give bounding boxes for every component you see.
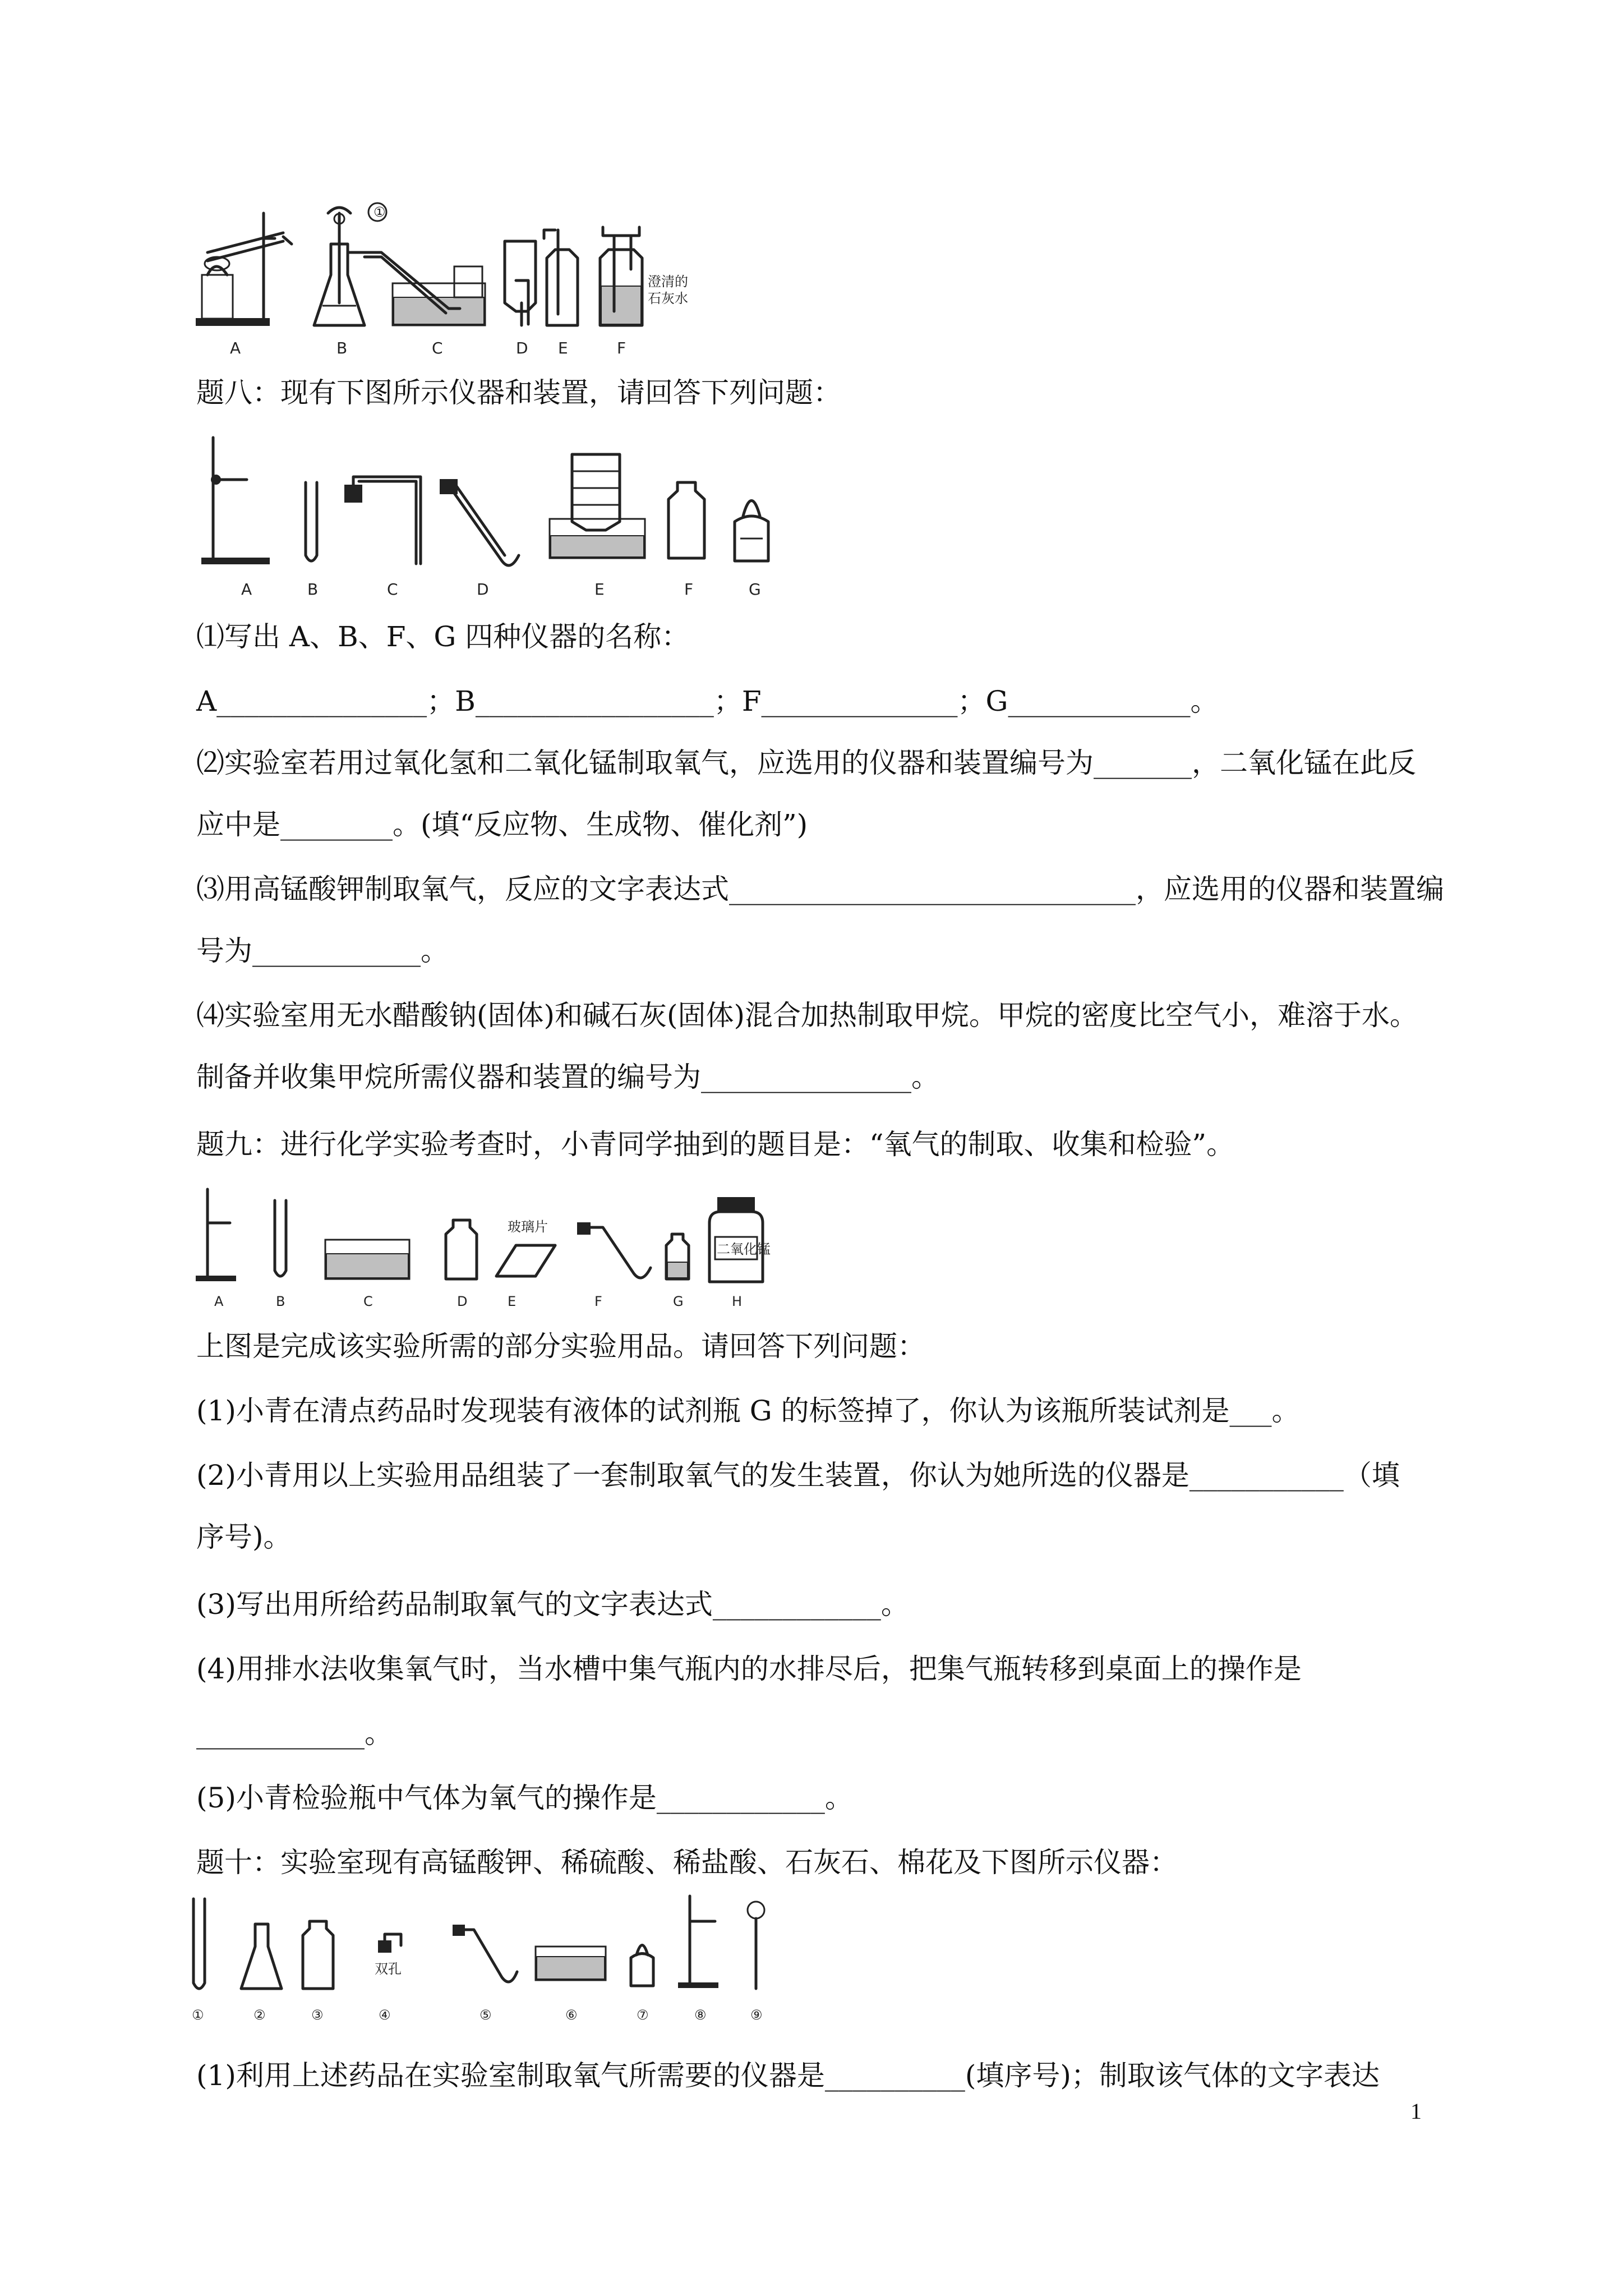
- q10-double-hole: 双孔: [375, 1961, 402, 1977]
- q9-intro: 上图是完成该实验所需的部分实验用品。请回答下列问题：: [196, 1330, 925, 1363]
- q8-fig-label-g: G: [749, 580, 761, 599]
- q9-bottle-label: 二氧化锰: [717, 1241, 771, 1257]
- q10-apparatus-2-flask: [241, 1924, 282, 1989]
- page-number: 1: [1410, 2099, 1422, 2124]
- q8-p2a: ⑵实验室若用过氧化氢和二氧化锰制取氧气，应选用的仪器和装置编号为_______，二氧化锰在此反: [196, 747, 1416, 779]
- apparatus-c-trough: [362, 252, 485, 325]
- q10-fig-label-4: ④: [379, 2007, 391, 2023]
- fig7-f-text-2: 石灰水: [648, 291, 688, 306]
- q8-fig-label-a: A: [241, 580, 252, 599]
- apparatus-f-limewater: [600, 227, 688, 325]
- q10-fig-label-9: ⑨: [750, 2007, 763, 2023]
- q9-apparatus-c-trough: [325, 1240, 409, 1279]
- q9-apparatus-a-iron-stand: [196, 1189, 236, 1281]
- q9-fig-label-b: B: [276, 1294, 285, 1309]
- q8-fig-label-d: D: [477, 580, 489, 599]
- q8-fig-label-f: F: [684, 580, 694, 599]
- q8-p3a: ⑶用高锰酸钾制取氧气，反应的文字表达式_____________________________，应选用的仪器和装置编: [196, 873, 1444, 905]
- q10-fig-label-3: ③: [311, 2007, 324, 2023]
- figure-q10-apparatus: [185, 1890, 802, 2031]
- q9-p3: (3)写出用所给药品制取氧气的文字表达式____________。: [196, 1588, 909, 1621]
- q9-apparatus-f-tube: [578, 1223, 651, 1278]
- q8-fig-label-c: C: [387, 580, 398, 599]
- fig7-label-d: D: [516, 339, 528, 357]
- q8-p4b: 制备并收集甲烷所需仪器和装置的编号为_______________。: [196, 1061, 939, 1093]
- q8-apparatus-a-iron-stand: [202, 438, 269, 564]
- q8-fig-label-b: B: [307, 580, 319, 599]
- q8-p1-blanks: A_______________；B_________________；F______________；G_____________。: [196, 685, 1219, 717]
- q8-apparatus-f-bottle: [668, 482, 704, 558]
- q9-p2b: 序号)。: [196, 1521, 292, 1553]
- fig7-label-a: A: [230, 339, 241, 357]
- q10-fig-label-1: ①: [192, 2007, 204, 2023]
- q8-p4a: ⑷实验室用无水醋酸钠(固体)和碱石灰(固体)混合加热制取甲烷。甲烷的密度比空气小，难溶于水。: [196, 999, 1418, 1032]
- q9-apparatus-e-glass-plate: [496, 1219, 555, 1276]
- fig7-circle-label: ①: [374, 204, 386, 220]
- q9-p4a: (4)用排水法收集氧气时，当水槽中集气瓶内的水排尽后，把集气瓶转移到桌面上的操作是: [196, 1653, 1302, 1685]
- fig7-f-text-1: 澄清的: [648, 274, 688, 289]
- figure-apparatus-a-f: [185, 191, 746, 359]
- q9-fig-label-g: G: [673, 1294, 684, 1309]
- apparatus-d-bottle: [505, 241, 536, 325]
- q10-apparatus-7-lamp: [631, 1945, 653, 1986]
- q8-apparatus-c-tube: [345, 477, 421, 564]
- q9-title: 题九：进行化学实验考查时，小青同学抽到的题目是：“氧气的制取、收集和检验”。: [196, 1128, 1235, 1161]
- q10-apparatus-3-bottle: [303, 1921, 333, 1989]
- q10-fig-label-6: ⑥: [565, 2007, 578, 2023]
- q9-p1: (1)小青在清点药品时发现装有液体的试剂瓶 G 的标签掉了，你认为该瓶所装试剂是___。: [196, 1395, 1300, 1427]
- q9-fig-label-a: A: [214, 1294, 224, 1309]
- apparatus-e-bottle: [544, 230, 578, 325]
- q10-apparatus-5-tube: [453, 1925, 517, 1982]
- q10-fig-label-2: ②: [253, 2007, 266, 2023]
- apparatus-a-heating: [196, 213, 292, 325]
- figure-q9-apparatus: [185, 1178, 802, 1313]
- q10-p1: (1)利用上述药品在实验室制取氧气所需要的仪器是__________(填序号)；制取该气体的文字表达: [196, 2059, 1380, 2092]
- q9-p2a: (2)小青用以上实验用品组装了一套制取氧气的发生装置，你认为她所选的仪器是___________（填: [196, 1459, 1400, 1492]
- q8-apparatus-d-tube: [440, 480, 519, 565]
- q8-p1: ⑴写出 A、B、F、G 四种仪器的名称：: [196, 620, 690, 653]
- q10-apparatus-8-iron-stand: [679, 1896, 718, 1987]
- q9-fig-label-h: H: [732, 1294, 743, 1309]
- q8-title: 题八：现有下图所示仪器和装置，请回答下列问题：: [196, 376, 841, 409]
- q9-fig-label-e: E: [508, 1294, 517, 1309]
- q10-title: 题十：实验室现有高锰酸钾、稀硫酸、稀盐酸、石灰石、棉花及下图所示仪器：: [196, 1846, 1178, 1879]
- apparatus-b-flask: [314, 203, 386, 325]
- q9-fig-label-c: C: [363, 1294, 373, 1309]
- q9-apparatus-h-jar: [709, 1198, 771, 1282]
- q9-apparatus-g-bottle: [666, 1234, 689, 1279]
- q10-fig-label-8: ⑧: [694, 2007, 707, 2023]
- q8-fig-label-e: E: [594, 580, 605, 599]
- q9-fig-label-d: D: [457, 1294, 468, 1309]
- q10-fig-label-5: ⑤: [479, 2007, 492, 2023]
- q8-p2b: 应中是________。(填“反应物、生成物、催化剂”): [196, 808, 808, 841]
- q8-p3b: 号为____________。: [196, 935, 449, 967]
- q10-apparatus-4-stopper: [375, 1934, 402, 1977]
- fig7-label-b: B: [336, 339, 348, 357]
- q9-apparatus-b-test-tube: [275, 1200, 286, 1276]
- figure-q8-apparatus: [185, 432, 858, 600]
- q10-apparatus-6-trough: [536, 1947, 606, 1980]
- q10-apparatus-9-funnel: [748, 1902, 764, 1989]
- q8-apparatus-b-test-tube: [306, 482, 317, 561]
- q9-p5: (5)小青检验瓶中气体为氧气的操作是____________。: [196, 1782, 853, 1814]
- fig7-label-e: E: [558, 339, 568, 357]
- q9-apparatus-d-bottle: [446, 1220, 477, 1279]
- q8-apparatus-e-trough: [550, 454, 645, 558]
- q8-apparatus-g-lamp: [735, 501, 768, 562]
- fig7-label-c: C: [432, 339, 443, 357]
- q10-fig-label-7: ⑦: [637, 2007, 649, 2023]
- q9-fig-label-f: F: [594, 1294, 602, 1309]
- fig7-label-f: F: [617, 339, 626, 357]
- q10-apparatus-1-test-tube: [193, 1899, 205, 1989]
- q9-glass-label: 玻璃片: [508, 1219, 548, 1235]
- q9-p4b: ____________。: [196, 1717, 393, 1750]
